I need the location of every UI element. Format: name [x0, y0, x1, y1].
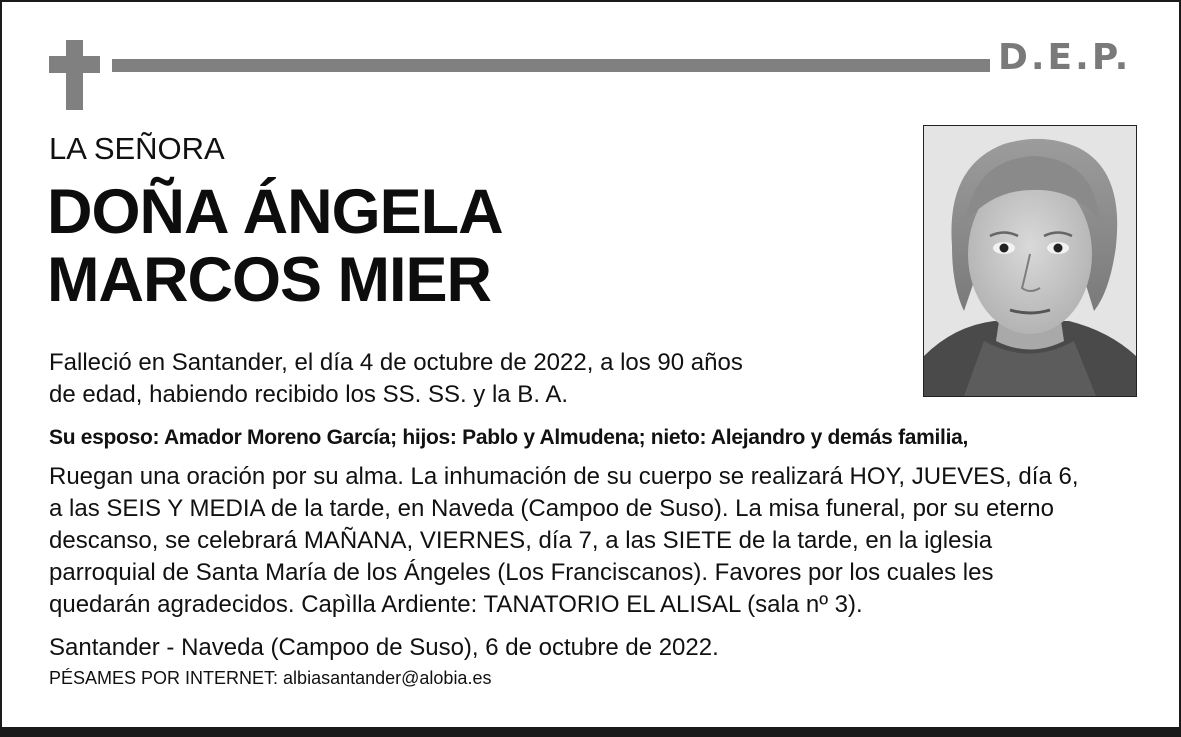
pretitle: LA SEÑORA	[49, 131, 225, 166]
header-rule	[112, 59, 990, 72]
prayer-line-1: Ruegan una oración por su alma. La inhumación de su cuerpo se realizará HOY, JUEVES, día 6,	[49, 463, 1079, 490]
prayer-line-3: descanso, se celebrará MAÑANA, VIERNES, día 7, a las SIETE de la tarde, en la iglesia	[49, 527, 993, 554]
name-line-2: MARCOS MIER	[47, 245, 491, 315]
cross-vertical-bar	[66, 40, 83, 110]
name-line-1: DOÑA ÁNGELA	[47, 177, 503, 247]
death-line-1: Falleció en Santander, el día 4 de octubre de 2022, a los 90 años	[49, 349, 743, 376]
dep-label: D.E.P.	[998, 37, 1132, 78]
portrait-photo	[923, 125, 1137, 397]
prayer-line-2: a las SEIS Y MEDIA de la tarde, en Naveda (Campoo de Suso). La misa funeral, por su eterno	[49, 495, 1054, 522]
prayer-line-4: parroquial de Santa María de los Ángeles (Los Franciscanos). Favores por los cuales les	[49, 559, 994, 586]
cross-horizontal-bar	[49, 56, 100, 73]
prayer-line-5: quedarán agradecidos. Capìlla Ardiente: TANATORIO EL ALISAL (sala nº 3).	[49, 591, 863, 618]
place-date: Santander - Naveda (Campoo de Suso), 6 de octubre de 2022.	[49, 634, 719, 661]
condolences-email: PÉSAMES POR INTERNET: albiasantander@alobia.es	[49, 668, 492, 688]
family-line: Su esposo: Amador Moreno García; hijos: Pablo y Almudena; nieto: Alejandro y demás familia,	[49, 426, 969, 449]
prayer-paragraph	[49, 461, 1139, 621]
deceased-name	[47, 178, 503, 314]
death-line-2: de edad, habiendo recibido los SS. SS. y la B. A.	[49, 381, 568, 408]
portrait-illustration	[924, 126, 1136, 396]
death-notice	[49, 347, 743, 411]
